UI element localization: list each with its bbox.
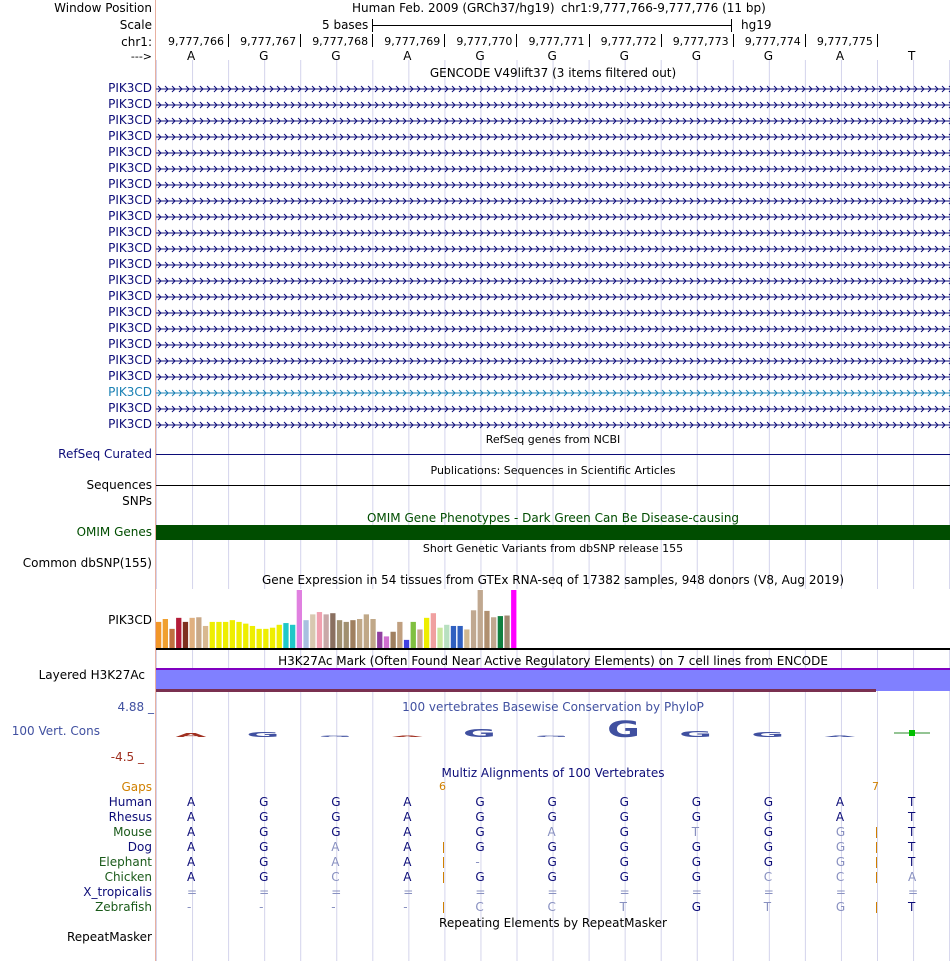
gencode-row-label[interactable]: PIK3CD <box>108 385 152 399</box>
scale-label: Scale <box>119 18 152 32</box>
repeatmasker-label[interactable]: RepeatMasker <box>66 930 152 944</box>
scale-bar <box>372 18 732 27</box>
alignment-base: G <box>331 795 341 809</box>
gtex-bar <box>350 620 355 648</box>
alignment-base: T <box>908 810 916 824</box>
ruler-tick-label: 9,777,769 <box>384 35 441 48</box>
gtex-bar <box>156 622 161 648</box>
gtex-bar-chart[interactable] <box>156 589 950 651</box>
phylop-letter: G <box>318 735 352 738</box>
gencode-transcript[interactable] <box>156 228 950 238</box>
alignment-base: T <box>908 900 916 914</box>
gap-marker-7: 7 <box>872 780 879 793</box>
position-text: chr1:9,777,766-9,777,776 (11 bp) <box>561 1 766 15</box>
alignment-base: A <box>547 825 556 839</box>
ruler-tick <box>733 34 734 47</box>
gencode-row-label[interactable]: PIK3CD <box>108 289 152 303</box>
gap-tick <box>443 872 444 883</box>
gencode-transcript[interactable] <box>156 292 950 302</box>
alignment-base: G <box>619 870 629 884</box>
alignment-base: - <box>403 900 408 914</box>
omim-label[interactable]: OMIM Genes <box>76 525 152 539</box>
alignment-base: A <box>835 795 845 809</box>
gencode-row-label[interactable]: PIK3CD <box>108 209 152 223</box>
alignment-base: - <box>331 900 336 914</box>
gtex-bar <box>290 625 295 648</box>
species-label[interactable]: X_tropicalis <box>83 885 152 899</box>
ruler-tick <box>877 34 878 47</box>
ruler-tick-label: 9,777,768 <box>312 35 369 48</box>
ruler-tick-label: 9,777,773 <box>672 35 729 48</box>
alignment-base: = <box>908 885 919 899</box>
phylop-logo[interactable] <box>156 712 950 762</box>
phylop-letter: G <box>462 727 496 740</box>
gtex-title: Gene Expression in 54 tissues from GTEx RNA-seq of 17382 samples, 948 donors (V8, Aug 2019) <box>261 573 845 587</box>
gtex-bar <box>196 617 201 648</box>
h3k27ac-label[interactable]: Layered H3K27Ac <box>38 668 145 682</box>
base-letter: A <box>835 49 845 63</box>
gtex-bar <box>451 626 456 648</box>
alignment-base: A <box>187 840 196 854</box>
gencode-row-label[interactable]: PIK3CD <box>108 257 152 271</box>
ruler-tick-label: 9,777,774 <box>744 35 801 48</box>
alignment-base: G <box>259 870 269 884</box>
alignment-base: G <box>547 870 557 884</box>
alignment-base: T <box>763 900 772 914</box>
gtex-bar <box>169 629 174 648</box>
alignment-base: G <box>259 855 269 869</box>
alignment-base: C <box>331 870 340 884</box>
gtex-bar <box>437 628 442 648</box>
gencode-transcript[interactable] <box>156 308 950 318</box>
gencode-transcript[interactable] <box>156 244 950 254</box>
gencode-row-label[interactable]: PIK3CD <box>108 273 152 287</box>
sequences-label[interactable]: Sequences <box>86 478 152 492</box>
alignment-base: G <box>691 900 701 914</box>
alignment-base: = <box>619 885 630 899</box>
species-label[interactable]: Dog <box>127 840 152 854</box>
alignment-base: T <box>908 840 916 854</box>
gencode-transcript[interactable] <box>156 196 950 206</box>
gencode-row-label[interactable]: PIK3CD <box>108 225 152 239</box>
ruler-tick-label: 9,777,771 <box>528 35 585 48</box>
gtex-bar <box>270 628 275 648</box>
gtex-bar <box>484 611 489 648</box>
alignment-base: G <box>619 825 629 839</box>
db-text: hg19 <box>741 18 772 32</box>
gtex-bar <box>203 626 208 648</box>
omim-title: OMIM Gene Phenotypes - Dark Green Can Be Disease-causing <box>366 511 740 525</box>
alignment-base: G <box>475 810 485 824</box>
base-letter: T <box>908 49 916 63</box>
ruler-tick-label: 9,777,770 <box>456 35 513 48</box>
gencode-row-label[interactable]: PIK3CD <box>108 369 152 383</box>
gap-tick <box>876 872 877 883</box>
alignment-base: A <box>187 825 196 839</box>
alignment-base: = <box>475 885 486 899</box>
alignment-base: G <box>619 810 629 824</box>
gencode-row-label[interactable]: PIK3CD <box>108 129 152 143</box>
gencode-transcript[interactable] <box>156 276 950 286</box>
gencode-row-label[interactable]: PIK3CD <box>108 81 152 95</box>
gencode-row-label[interactable]: PIK3CD <box>108 321 152 335</box>
alignment-base: - <box>187 900 192 914</box>
gencode-row-label[interactable]: PIK3CD <box>108 145 152 159</box>
gencode-transcript[interactable] <box>156 420 950 430</box>
gap-tick <box>876 827 877 838</box>
alignment-base: T <box>691 825 700 839</box>
gencode-transcript[interactable] <box>156 340 950 350</box>
gtex-bar <box>236 622 241 648</box>
gtex-bar <box>424 618 429 648</box>
ruler-tick <box>516 34 517 47</box>
gtex-bar <box>458 626 463 648</box>
alignment-base: = <box>691 885 702 899</box>
alignment-base: G <box>763 840 774 854</box>
alignment-base: G <box>547 855 557 869</box>
gtex-bar <box>223 622 228 648</box>
gtex-bar <box>277 625 282 648</box>
alignment-base: = <box>547 885 558 899</box>
gtex-bar <box>337 620 342 648</box>
phylop-letter <box>909 730 915 736</box>
species-label[interactable]: Zebrafish <box>95 900 152 914</box>
gtex-bar <box>397 622 402 648</box>
publications-title: Publications: Sequences in Scientific Articles <box>430 464 676 477</box>
assembly-text: Human Feb. 2009 (GRCh37/hg19) <box>352 1 555 15</box>
alignment-base: C <box>835 870 845 884</box>
gtex-bar <box>163 619 168 648</box>
alignment-base: G <box>619 855 629 869</box>
gtex-bar <box>216 622 221 648</box>
gtex-bar <box>391 632 396 648</box>
gtex-bar <box>310 614 315 648</box>
gencode-transcript[interactable] <box>156 100 950 110</box>
dbsnp-label[interactable]: Common dbSNP(155) <box>22 556 152 570</box>
scale-text: 5 bases <box>322 18 369 32</box>
alignment-base: = <box>763 885 774 899</box>
alignment-base: A <box>403 855 412 869</box>
ruler-tick-label: 9,777,766 <box>168 35 224 48</box>
gaps-label: Gaps <box>121 780 152 794</box>
gtex-bar <box>230 620 235 648</box>
gtex-bar <box>377 632 382 648</box>
alignment-base: A <box>908 870 917 884</box>
alignment-base: G <box>547 810 557 824</box>
ruler-tick-label: 9,777,775 <box>816 35 873 48</box>
alignment-base: G <box>619 795 629 809</box>
alignment-base: - <box>259 900 264 914</box>
alignment-base: - <box>475 855 480 869</box>
alignment-base: = <box>331 885 342 899</box>
refseq-label[interactable]: RefSeq Curated <box>58 447 152 461</box>
alignment-base: A <box>403 840 412 854</box>
alignment-base: A <box>187 870 196 884</box>
gencode-row-label[interactable]: PIK3CD <box>108 241 152 255</box>
ruler-tick <box>444 34 445 47</box>
gencode-transcript[interactable] <box>156 388 950 398</box>
gap-tick <box>876 842 877 853</box>
gencode-transcript[interactable] <box>156 164 950 174</box>
phylop-letter: A <box>824 735 856 738</box>
base-letter: G <box>547 49 557 63</box>
gap-tick <box>443 857 444 868</box>
species-label[interactable]: Chicken <box>104 870 152 884</box>
gencode-row-label[interactable]: PIK3CD <box>108 417 152 431</box>
track-image-area[interactable] <box>156 0 950 961</box>
alignment-base: A <box>403 825 412 839</box>
alignment-base: A <box>835 810 845 824</box>
alignment-base: A <box>187 855 196 869</box>
omim-bar[interactable] <box>156 525 950 540</box>
gtex-bar <box>263 629 268 648</box>
alignment-base: G <box>763 795 774 809</box>
gtex-bar <box>498 616 503 648</box>
gap-tick <box>443 842 444 853</box>
ruler-tick-label: 9,777,767 <box>240 35 297 48</box>
phylop-letter: A <box>175 731 207 739</box>
base-letter: G <box>475 49 485 63</box>
alignment-base: C <box>475 900 484 914</box>
gencode-row-label[interactable]: PIK3CD <box>108 353 152 367</box>
ruler-tick <box>228 34 229 47</box>
phylop-min-label: -4.5 _ <box>110 750 144 764</box>
publications-line[interactable] <box>156 485 950 486</box>
snps-label[interactable]: SNPs <box>122 494 152 508</box>
gencode-transcript[interactable] <box>156 404 950 414</box>
alignment-base: = <box>835 885 846 899</box>
alignment-base: G <box>835 900 846 914</box>
alignment-base: A <box>403 795 412 809</box>
phylop-letter: G <box>679 729 713 739</box>
alignment-base: G <box>691 855 701 869</box>
species-label[interactable]: Rhesus <box>108 810 152 824</box>
gtex-bar <box>317 612 322 648</box>
gtex-bar <box>303 620 308 648</box>
gencode-title: GENCODE V49lift37 (3 items filtered out) <box>429 66 677 80</box>
gencode-row-label[interactable]: PIK3CD <box>108 161 152 175</box>
ruler-tick <box>372 34 373 47</box>
gencode-transcript[interactable] <box>156 84 950 94</box>
ruler-tick <box>300 34 301 47</box>
gencode-transcript[interactable] <box>156 372 950 382</box>
base-letter: A <box>403 49 412 63</box>
ruler-tick-label: 9,777,772 <box>600 35 657 48</box>
alignment-base: G <box>691 810 701 824</box>
window-position-label: Window Position <box>54 1 152 15</box>
gtex-bar <box>511 590 516 648</box>
gencode-transcript[interactable] <box>156 324 950 334</box>
gencode-row-label[interactable]: PIK3CD <box>108 97 152 111</box>
alignment-base: G <box>835 855 846 869</box>
gtex-bar <box>464 629 469 648</box>
gap-tick <box>443 902 444 913</box>
alignment-base: G <box>691 840 701 854</box>
gtex-bar <box>344 622 349 648</box>
gtex-bar <box>370 619 375 648</box>
refseq-title: RefSeq genes from NCBI <box>485 433 621 446</box>
gtex-bar <box>176 618 181 648</box>
gtex-bar <box>190 618 195 648</box>
alignment-base: G <box>475 795 485 809</box>
alignment-base: A <box>331 855 340 869</box>
gtex-bar <box>444 625 449 648</box>
gencode-row-label[interactable]: PIK3CD <box>108 193 152 207</box>
gtex-bar <box>297 590 302 648</box>
gencode-row-label[interactable]: PIK3CD <box>108 337 152 351</box>
alignment-base: G <box>331 825 341 839</box>
strand-label: ---> <box>130 50 152 63</box>
alignment-base: C <box>547 900 556 914</box>
alignment-base: G <box>475 870 485 884</box>
alignment-base: G <box>763 810 774 824</box>
alignment-base: T <box>908 855 916 869</box>
alignment-base: G <box>331 810 341 824</box>
gtex-bar <box>411 622 416 648</box>
gencode-transcript[interactable] <box>156 356 950 366</box>
refseq-line[interactable] <box>156 454 950 455</box>
gtex-bar <box>364 614 369 648</box>
base-letter: A <box>187 49 196 63</box>
alignment-base: G <box>835 840 846 854</box>
h3k27ac-title: H3K27Ac Mark (Often Found Near Active Regulatory Elements) on 7 cell lines from ENCODE <box>278 654 828 668</box>
gtex-bar <box>283 623 288 648</box>
alignment-base: G <box>259 840 269 854</box>
gtex-bar <box>384 636 389 648</box>
gtex-bar <box>357 619 362 648</box>
gtex-bar <box>183 622 188 648</box>
alignment-base: T <box>619 900 627 914</box>
alignment-base: T <box>908 825 916 839</box>
multiz-title: Multiz Alignments of 100 Vertebrates <box>441 766 665 780</box>
gtex-bar <box>504 616 509 648</box>
gap-tick <box>876 857 877 868</box>
gtex-bar <box>210 622 215 648</box>
chrom-label: chr1: <box>121 35 152 49</box>
alignment-base: G <box>691 795 701 809</box>
alignment-base: C <box>763 870 773 884</box>
gencode-transcript[interactable] <box>156 148 950 158</box>
alignment-base: A <box>331 840 340 854</box>
alignment-base: G <box>763 825 774 839</box>
alignment-base: A <box>403 810 412 824</box>
base-letter: G <box>331 49 341 63</box>
repeatmasker-title: Repeating Elements by RepeatMasker <box>439 916 667 930</box>
gencode-row-label[interactable]: PIK3CD <box>108 177 152 191</box>
species-label[interactable]: Human <box>108 795 152 809</box>
gencode-row-label[interactable]: PIK3CD <box>108 113 152 127</box>
alignment-base: G <box>691 870 701 884</box>
phylop-letter: G <box>607 716 641 743</box>
gtex-label[interactable]: PIK3CD <box>108 613 152 627</box>
ruler-tick <box>805 34 806 47</box>
gencode-transcript[interactable] <box>156 132 950 142</box>
alignment-base: = <box>259 885 270 899</box>
gtex-bar <box>417 629 422 648</box>
gencode-transcript[interactable] <box>156 212 950 222</box>
gencode-transcript[interactable] <box>156 116 950 126</box>
phylop-title: 100 vertebrates Basewise Conservation by PhyloP <box>402 700 704 714</box>
alignment-base: A <box>403 870 412 884</box>
ruler-tick <box>661 34 662 47</box>
base-letter: G <box>691 49 701 63</box>
alignment-base: A <box>187 810 196 824</box>
h3k27ac-signal[interactable] <box>156 668 950 693</box>
alignment-base: G <box>547 840 557 854</box>
alignment-base: G <box>835 825 846 839</box>
alignment-base: G <box>259 795 269 809</box>
gtex-bar <box>330 613 335 648</box>
alignment-base: G <box>259 825 269 839</box>
gencode-row-label[interactable]: PIK3CD <box>108 401 152 415</box>
gencode-transcript[interactable] <box>156 180 950 190</box>
phylop-letter: G <box>751 730 785 739</box>
alignment-base: = <box>187 885 198 899</box>
gap-tick <box>876 902 877 913</box>
species-label[interactable]: Mouse <box>113 825 152 839</box>
dbsnp-title: Short Genetic Variants from dbSNP release 155 <box>422 542 684 555</box>
phylop-label[interactable]: 100 Vert. Cons <box>11 724 100 738</box>
gtex-bar <box>491 617 496 648</box>
alignment-base: G <box>475 840 485 854</box>
gencode-transcript[interactable] <box>156 260 950 270</box>
phylop-letter: G <box>246 730 280 739</box>
gencode-row-label[interactable]: PIK3CD <box>108 305 152 319</box>
phylop-letter: G <box>535 735 568 738</box>
species-label[interactable]: Elephant <box>98 855 152 869</box>
alignment-base: A <box>187 795 196 809</box>
gtex-bar <box>257 629 262 648</box>
gtex-bar <box>471 610 476 648</box>
base-letter: G <box>259 49 269 63</box>
base-letter: G <box>763 49 774 63</box>
gtex-bar <box>478 590 483 648</box>
alignment-base: G <box>475 825 485 839</box>
ruler-tick <box>589 34 590 47</box>
alignment-base: G <box>259 810 269 824</box>
gtex-bar <box>404 640 409 648</box>
gtex-bar <box>324 614 329 648</box>
alignment-base: = <box>403 885 414 899</box>
base-letter: G <box>619 49 629 63</box>
track-label-column <box>0 0 156 961</box>
alignment-base: G <box>547 795 557 809</box>
gtex-bar <box>243 624 248 648</box>
phylop-letter: A <box>391 735 423 738</box>
gtex-bar <box>250 626 255 648</box>
phylop-max-label: 4.88 _ <box>117 700 154 714</box>
gtex-bar <box>431 613 436 648</box>
gap-marker-6: 6 <box>439 780 446 793</box>
alignment-base: G <box>619 840 629 854</box>
alignment-base: T <box>908 795 916 809</box>
alignment-base: G <box>763 855 774 869</box>
